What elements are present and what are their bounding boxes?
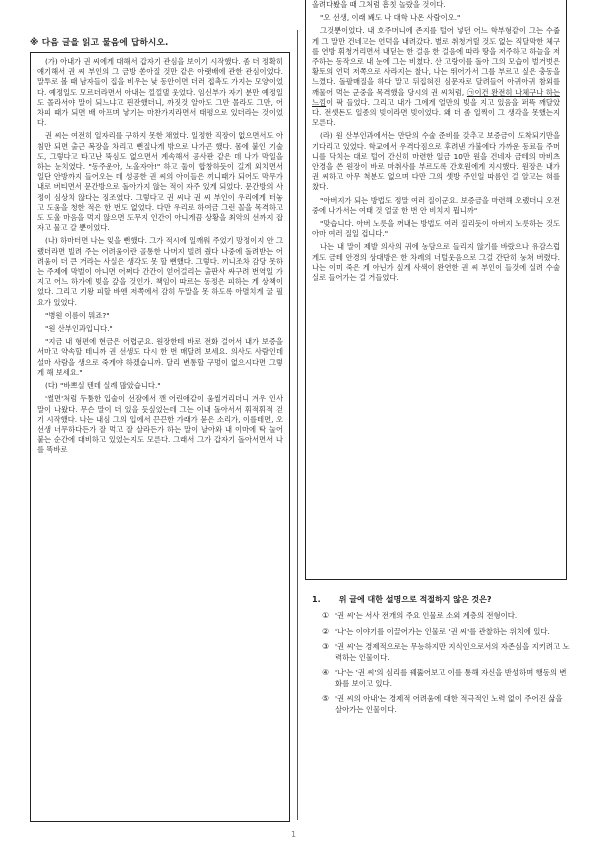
column-divider [297, 30, 298, 820]
passage-paragraph: (다) "바쁘실 텐데 실례 많았습니다." [45, 381, 161, 391]
passage-dialogue: "원 산부인과입니다." [45, 324, 113, 334]
passage-dialogue: "맞습니다. 아버 노릇을 꺼내는 방법도 여러 질리듯이 아버지 노릇하는 것도 아마 여러 질일 겁니다." [312, 219, 560, 239]
page-number: 1 [291, 830, 297, 839]
option-marker: ③ [322, 642, 330, 651]
passage-dialogue: "지금 내 형편에 현금은 어렵군요. 원장한테 바로 전화 걸어서 내가 보증을 서마고 약속할 테니까 권 선생도 다시 한 번 매달려 보세요. 의사도 사람인데 설마 사람을 생으로 죽게야 하겠습니까. 달리 변통할 구멍이 없으시다면 그렇게 해 보세요." [37, 337, 283, 377]
passage-dialogue: "오 선생, 이래 봬도 나 대학 나온 사람이오." [320, 13, 461, 23]
option-text: '나'는 '권 씨'의 심리를 꿰뚫어보고 이를 통해 자신을 반성하며 행동의 변화를 보이고 있다. [335, 668, 567, 688]
answer-option[interactable] [322, 627, 570, 638]
passage-dialogue: "아버지가 되는 방법도 정말 여러 질이군요. 보증금을 마련해 오랬더니 오전 중에 나가서는 여태 것 얼굴 한 번 안 비치지 뭡니까" [312, 195, 560, 215]
option-marker: ④ [322, 668, 330, 677]
question-1 [312, 594, 570, 720]
passage-paragraph: (나) 하마터면 나는 잊을 뻔했다. 그가 적시에 일깨워 주었기 망정이지 안 그랬더라면 빌려 주는 어려움이란 골통한 나머지 빌려 줬다 나중에 돌려받는 어려움이 더 큰 거라는 사실은 생각도 못 할 뻔했다. 그렇다. 끼니조차 감당 못하는 주제에 막벌이 아니면 어쩌다 간간이 얻어걸리는 출판사 싸구려 번역일 가지고 어느 하가에 빚을 갚을 것인가. 책임이 따르는 동정은 피하는 게 상책이었다. 그리고 기왕 피할 바엔 저쪽에서 감히 두말을 못 하도록 아멸치게 굴 필요가 있었다. [37, 236, 283, 307]
question-number: 1. [312, 595, 321, 604]
question-text: 위 글에 대한 설명으로 적절하지 않은 것은? [338, 595, 492, 604]
passage-paragraph: 올려다봤을 때 그처럼 흠칫 놀랐을 것이다. [312, 0, 446, 9]
option-marker: ② [322, 626, 330, 636]
passage-paragraph: '썰면'처럼 두툼한 입술이 선잠에서 깬 어린애같이 움씰거리더니 겨우 인사말이 나왔다. 무슨 말이 더 있을 듯싶었는데 그는 이내 돌아서서 휘적휘적 걷기 시작했다. 나는 내심 그의 입에서 끈끈한 가래가 묻은 소리가, 이를테면, 오 선생 너무하다든가 잘 먹고 잘 살라든가 하는 말이 날아와 내 이마에 탁 눌어붙는 순간에 대비하고 있었는지도 모른다. 그래서 그가 갑자기 돌아서면서 나를 똑바로 [37, 394, 283, 455]
option-text: '권 씨의 아내'는 경제적 어려움에 대한 적극적인 노력 없이 주어진 삶을 살아가는 인물이다. [335, 694, 563, 714]
option-text: '권 씨'는 서사 전개의 주요 인물로 소외 계층의 전형이다. [335, 611, 518, 620]
passage-paragraph: 권 씨는 여전히 일자리를 구하지 못한 채였다. 일정한 직장이 없으면서도 아침만 되면 출근 복장을 차리고 뻔질나게 밖으로 나가곤 했다. 몸에 붙인 기술도, 그렇다고 타고난 뚝심도 없으면서 계속해서 공사판 같은 데 나가 막일을 하는 눈치였다. "동주운아, 노올자아!" 하고 둘이 합창하듯이 길게 외치면서 일단 안방까지 들어오는 데 성공한 권 씨의 아이들은 끼니때가 되어도 막무가내로 버티면서 문간방으로 돌아가지 않는 적이 자주 있게 되었다. 문간방의 사정이 심상치 않다는 징조였다. 그렇다고 권 씨나 권 씨 부인이 우리에게 터놓고 도움을 청한 적은 한 번도 없었다. 다만 우리로 하여금 그런 꼴을 목격하고도 도울 마음을 먹지 않으면 도무지 인간이 아니게끔 상황을 최악의 선까지 잡자고 물고 갈 뿐이었다. [37, 131, 283, 233]
passage-right-box [305, 0, 567, 580]
question-header [312, 594, 570, 605]
option-marker: ⑤ [322, 694, 330, 703]
option-text: '나'는 이야기를 이끌어가는 인물로 '권 씨'를 관찰하는 위치에 있다. [335, 626, 550, 636]
passage-dialogue: "병원 이름이 뭐죠?" [45, 310, 110, 320]
answer-option[interactable] [322, 611, 570, 622]
answer-option[interactable] [322, 668, 570, 689]
option-marker: ① [322, 611, 330, 620]
passage-left-box [30, 52, 290, 822]
answer-option[interactable] [322, 642, 570, 663]
passage-paragraph-underlined: 그것뿐이었다. 내 호주머니에 존지를 털어 넣던 어느 학부형같이 그는 수줍게 그 말만 건네고는 언덕을 내려갔다. 별로 취청거릴 것도 없는 직달막한 체구를 연방 휘청거리면서 내딛는 한 걸음 한 걸음에 따라 땅을 저주하고 하늘을 저주하는 동작으로 내 눈에 그는 비쳤다. 산 고랑이를 돌아 그의 모습이 벌거벗은 황토의 언덕 저쪽으로 사라지는 찰나, 나는 뛰어가서 그를 부르고 싶은 충동을 느꼈다. 돌팔매질을 하다 말고 뒤집혀진 심문자로 달려들어 아귀아귀 참외를 깨물어 먹는 군중을 목격했을 당시의 권 씨처럼, ㉠이건 완전히 나체구나 하는 느낌이 팍 들었다. 그리고 내가 그에게 얼만의 빚을 지고 있음을 퍼뜩 깨달았다. 전셋돈도 일종의 빚이라면 빚이었다. 왜 더 좀 일찍이 그 생각을 못했는지 모른다. [312, 26, 561, 128]
passage-paragraph: (라) 원 산부인과에서는 만단의 수술 준비를 갖추고 보증금이 도착되기만을 기다리고 있었다. 학교에서 우격다짐으로 후려낸 가불에다 가까운 동료들 주머니를 닥치는 대로 털어 간신히 마련한 일금 10만 원을 건네자 금테의 마비츠 안경을 쓴 원장이 바로 마취사를 부르도록 간호원에게 지시했다. 원장은 내가 권 씨하고 아무 척분도 없으며 다만 그의 셋방 주인일 따름인 걸 알고는 혀를 찼다. [312, 131, 560, 192]
passage-paragraph: 나는 내 말이 제발 의사의 귀에 농담으로 들리지 않기를 바랐으나 유감스럽게도 금테 안경의 상대방은 한 차례의 너털웃음으로 그걸 간단히 눙쳐 버렸다. 나는 이미 죽은 게 아닌가 싶게 사색이 완연한 권 씨 부인이 들것에 실려 수술실로 들어가는 걸 거들었다. [312, 242, 560, 283]
instruction-heading: ※ 다음 글을 읽고 물음에 답하시오. [30, 38, 169, 48]
passage-paragraph: (가) 아내가 권 씨에게 대해서 갑자기 관심을 보이기 시작했다. 좀 더 정확히 얘기해서 권 씨 부인의 그 금방 쏟아질 것만 같은 아랫배에 관한 관심이었다. 말투로 볼 때 남자들이 집을 비우는 낮 동안이면 더러 접촉도 가지는 모양이었다. 예정일도 모르더라면서 아내는 낄낄댈 웃었다. 임신부가 자기 분만 예정일도 몰라서야 말이 되느냐고 핀잔했더니, 까짓것 알아도 그만 몰라도 그만, 어차피 때가 되면 배 아프며 낳기는 마찬가지라면서 태평으로 있더라는 것이었다. [37, 57, 283, 128]
underlined-phrase: ㉠이건 완전히 나체구나 하는 느낌 [312, 87, 561, 107]
answer-option[interactable] [322, 694, 570, 715]
option-text: '권 씨'는 경제적으로는 무능하지만 지식인으로서의 자존심을 지키려고 노력하는 인물이다. [335, 642, 570, 662]
